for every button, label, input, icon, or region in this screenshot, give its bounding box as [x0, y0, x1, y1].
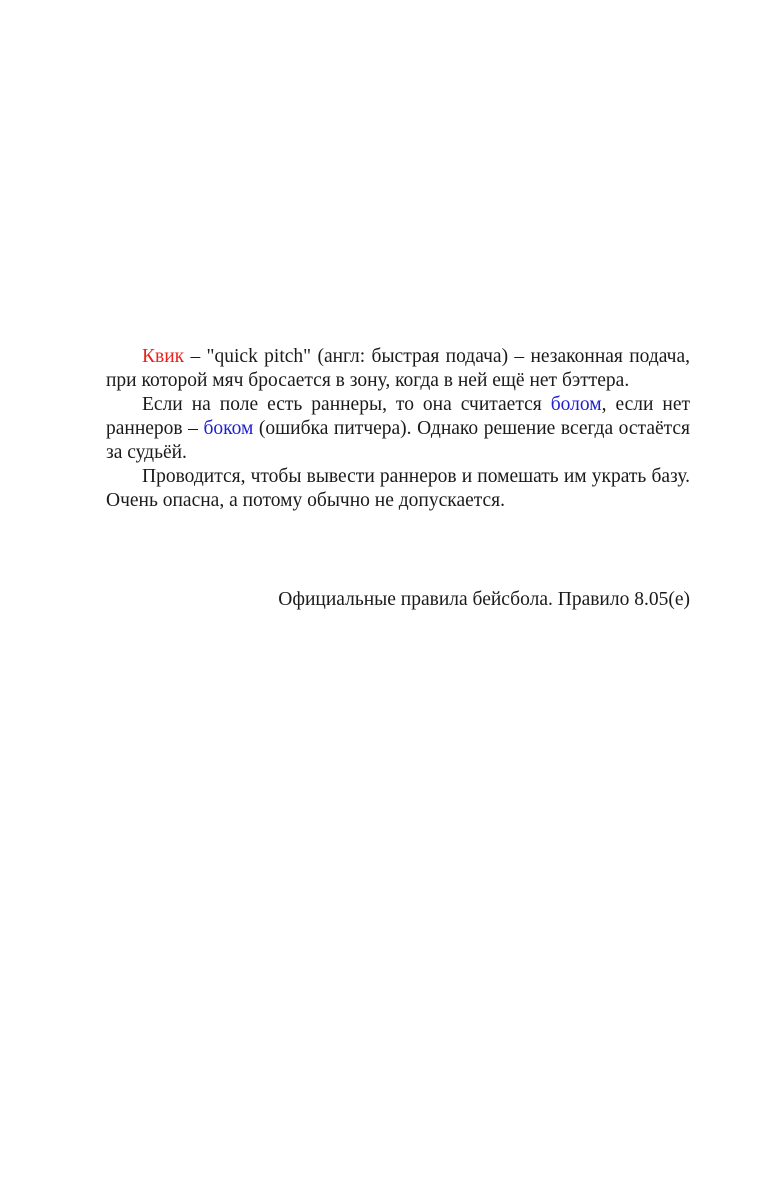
rule-text-part-2: , если нет раннеров – — [106, 394, 690, 439]
link-bok[interactable]: боком — [203, 418, 254, 439]
definition-text: – "quick pitch" (англ: быстрая подача) – незаконная подача, при которой мяч бросается в зону, когда в ней ещё нет бэттера. — [106, 346, 690, 391]
definition-paragraph — [106, 345, 690, 393]
purpose-paragraph — [106, 465, 690, 513]
rule-text-part-3: (ошибка питчера). Однако решение всегда остаётся за судьёй. — [106, 418, 691, 463]
rule-paragraph — [106, 393, 690, 465]
rule-text-part-1: Если на поле есть раннеры, то она считается — [142, 394, 551, 415]
term-kvik: Квик — [142, 346, 185, 367]
glossary-entry — [106, 345, 690, 513]
link-bol[interactable]: болом — [550, 394, 602, 415]
source-citation: Официальные правила бейсбола. Правило 8.05(e) — [278, 589, 690, 610]
purpose-text: Проводится, чтобы вывести раннеров и помешать им украть базу. Очень опасна, а потому обычно не допускается. — [106, 466, 690, 511]
